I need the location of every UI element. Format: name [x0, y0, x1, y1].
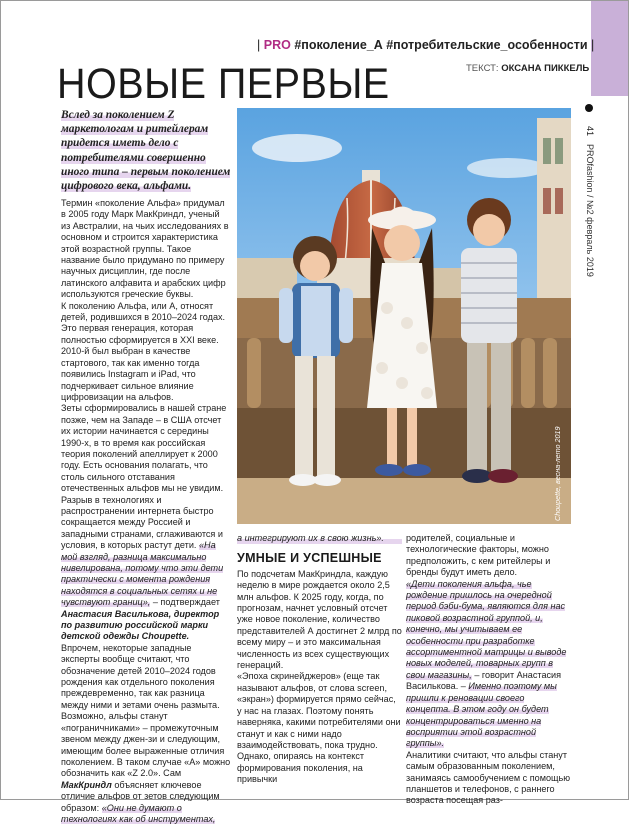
section-color-tab — [591, 1, 628, 96]
pro-label: PRO — [263, 38, 291, 52]
section-header: | PRO #поколение_А #потребительские_особенности | — [257, 38, 595, 52]
speaker: МакКриндл — [61, 779, 112, 790]
text: Впрочем, некоторые западные эксперты вообще считают, что обозначение детей 2010–2024 годов рождения как отдельного поколения преждевременно, так как разница между ними и зетами очень размыта. Возможно, альфы станут «пограничниками» – промежуточным звеном между джен-зи и следующим, имеющим более выраженные отличия поколением. В таком случае «А» можно обозначить как «Z 2.0». Сам — [61, 642, 231, 779]
credit-author: ОКСАНА ПИККЕЛЬ — [501, 63, 590, 74]
quote: «Они не думают о технологиях как об инструментах, — [61, 802, 216, 824]
article-title: НОВЫЕ ПЕРВЫЕ — [57, 60, 390, 108]
paragraph: По подсчетам МакКриндла, каждую неделю в мире рождается около 2,5 млн альфов. К 2025 году, когда, по прогнозам, начнет условный отсчет уже новое поколение, количество представителей А достигнет 2 млрд по всему миру – и это максимальная численность из всех существующих генераций. — [237, 568, 402, 671]
magazine-issue: PROfashion / №2 февраль 2019 — [585, 144, 595, 277]
page-number: 41 — [585, 126, 595, 137]
paragraph: Термин «поколение Альфа» придумал в 2005 году Марк МакКриндл, ученый из Австралии, на чьих исследованиях в основном и строится характеристика этой возрастной группы. Такое название было придумано по примеру научных дисциплин, где после латинского алфавита и арабских цифр используются греческие буквы. — [61, 198, 229, 300]
quote-end: а интегрируют их в свою жизнь». — [237, 533, 402, 544]
paragraph — [61, 643, 231, 825]
text-column-3 — [406, 533, 571, 807]
text: Зеты сформировались в нашей стране позже, чем на Западе – в США отсчет их истории начинается с середины 1990-х, в то время как российская теория поколений апеллирует к 2000 году. Есть основания полагать, что столь сильного отставания отечественных альфов мы не увидим. Разрыв в технологиях и распространении интернета быстро сокращается между Россией и западными странами, сглаживаются и условия, в которых растут дети. — [61, 403, 227, 551]
quote: Именно поэтому мы пришли к реновации своего концепта. В этом году он будет концентрироваться именно на восприятии этой возрастной группы». — [406, 681, 557, 749]
side-folio — [579, 104, 619, 404]
paragraph — [406, 579, 571, 750]
photo-caption: Choupette, весна-лето 2019 — [553, 426, 562, 521]
text: объясняет ключевое отличие альфов от зетов следующим образом: — [61, 779, 220, 813]
speaker: Анастасия Василькова, директор по развитию российской марки детской одежды Choupette. — [61, 608, 220, 642]
text: – подтверждает — [152, 597, 220, 608]
text-column-1 — [61, 198, 231, 825]
paragraph — [61, 403, 231, 643]
credit-label: ТЕКСТ: — [466, 63, 499, 74]
lead-text: Вслед за поколением Z маркетологам и ритейлерам придется иметь дело с потребителями совершенно иного типа – первым поколением цифрового века, альфами. — [61, 109, 231, 193]
folio-dot — [585, 104, 593, 112]
paragraph: Аналитики считают, что альфы станут самым образованным поколением, занимаясь самообучением с помощью планшетов и телефонов, с раннего возраста посещая раз- — [406, 749, 571, 806]
paragraph: К поколению Альфа, или А, относят детей, родившихся в 2010–2024 годах. Это первая генерация, которая полностью сформируется в XXI веке. 2010-й был выбран в качестве стартового, так как именно тогда появились Instagram и iPad, что подчеркивает сильное влияние цифровизации на альфов. — [61, 300, 226, 402]
subtitle: УМНЫЕ И УСПЕШНЫЕ — [237, 551, 382, 566]
attribution: – говорит Анастасия Василькова. – — [406, 669, 562, 692]
author-credit — [466, 63, 589, 74]
lead-paragraph — [61, 108, 231, 193]
quote: «На мой взгляд, разница максимально нивелирована, потому что эти дети практически с момента рождения находятся в социальных сетях и не чувствуют границ», — [61, 540, 224, 608]
article-photo — [237, 108, 571, 524]
paragraph: родителей, социальные и технологические факторы, можно предположить, с кем ритейлеры и бренды будут иметь дело. — [406, 533, 551, 578]
paragraph: «Эпоха скринейджеров» (еще так называют альфов, от слова screen, «экран») формируется прямо сейчас, у нас на глазах. Поэтому понять наверняка, какими потребителями они станут и как с ними надо взаимодействовать, пока трудно. Однако, опираясь на контекст формирования поколения, на привычки — [237, 671, 401, 785]
quote: «Дети поколения альфа, чье рождение пришлось на очередной период бэби-бума, являются для нас пиковой возрастной группой, и, конечно, мы учитываем ее особенности при разработке ассортиментной матрицы и выводе новых моделей, товарных групп в свои магазины, — [406, 578, 567, 680]
photo-illustration — [237, 108, 571, 524]
header-tags: #поколение_А #потребительские_особенности — [294, 38, 588, 52]
text-column-2 — [237, 533, 402, 786]
